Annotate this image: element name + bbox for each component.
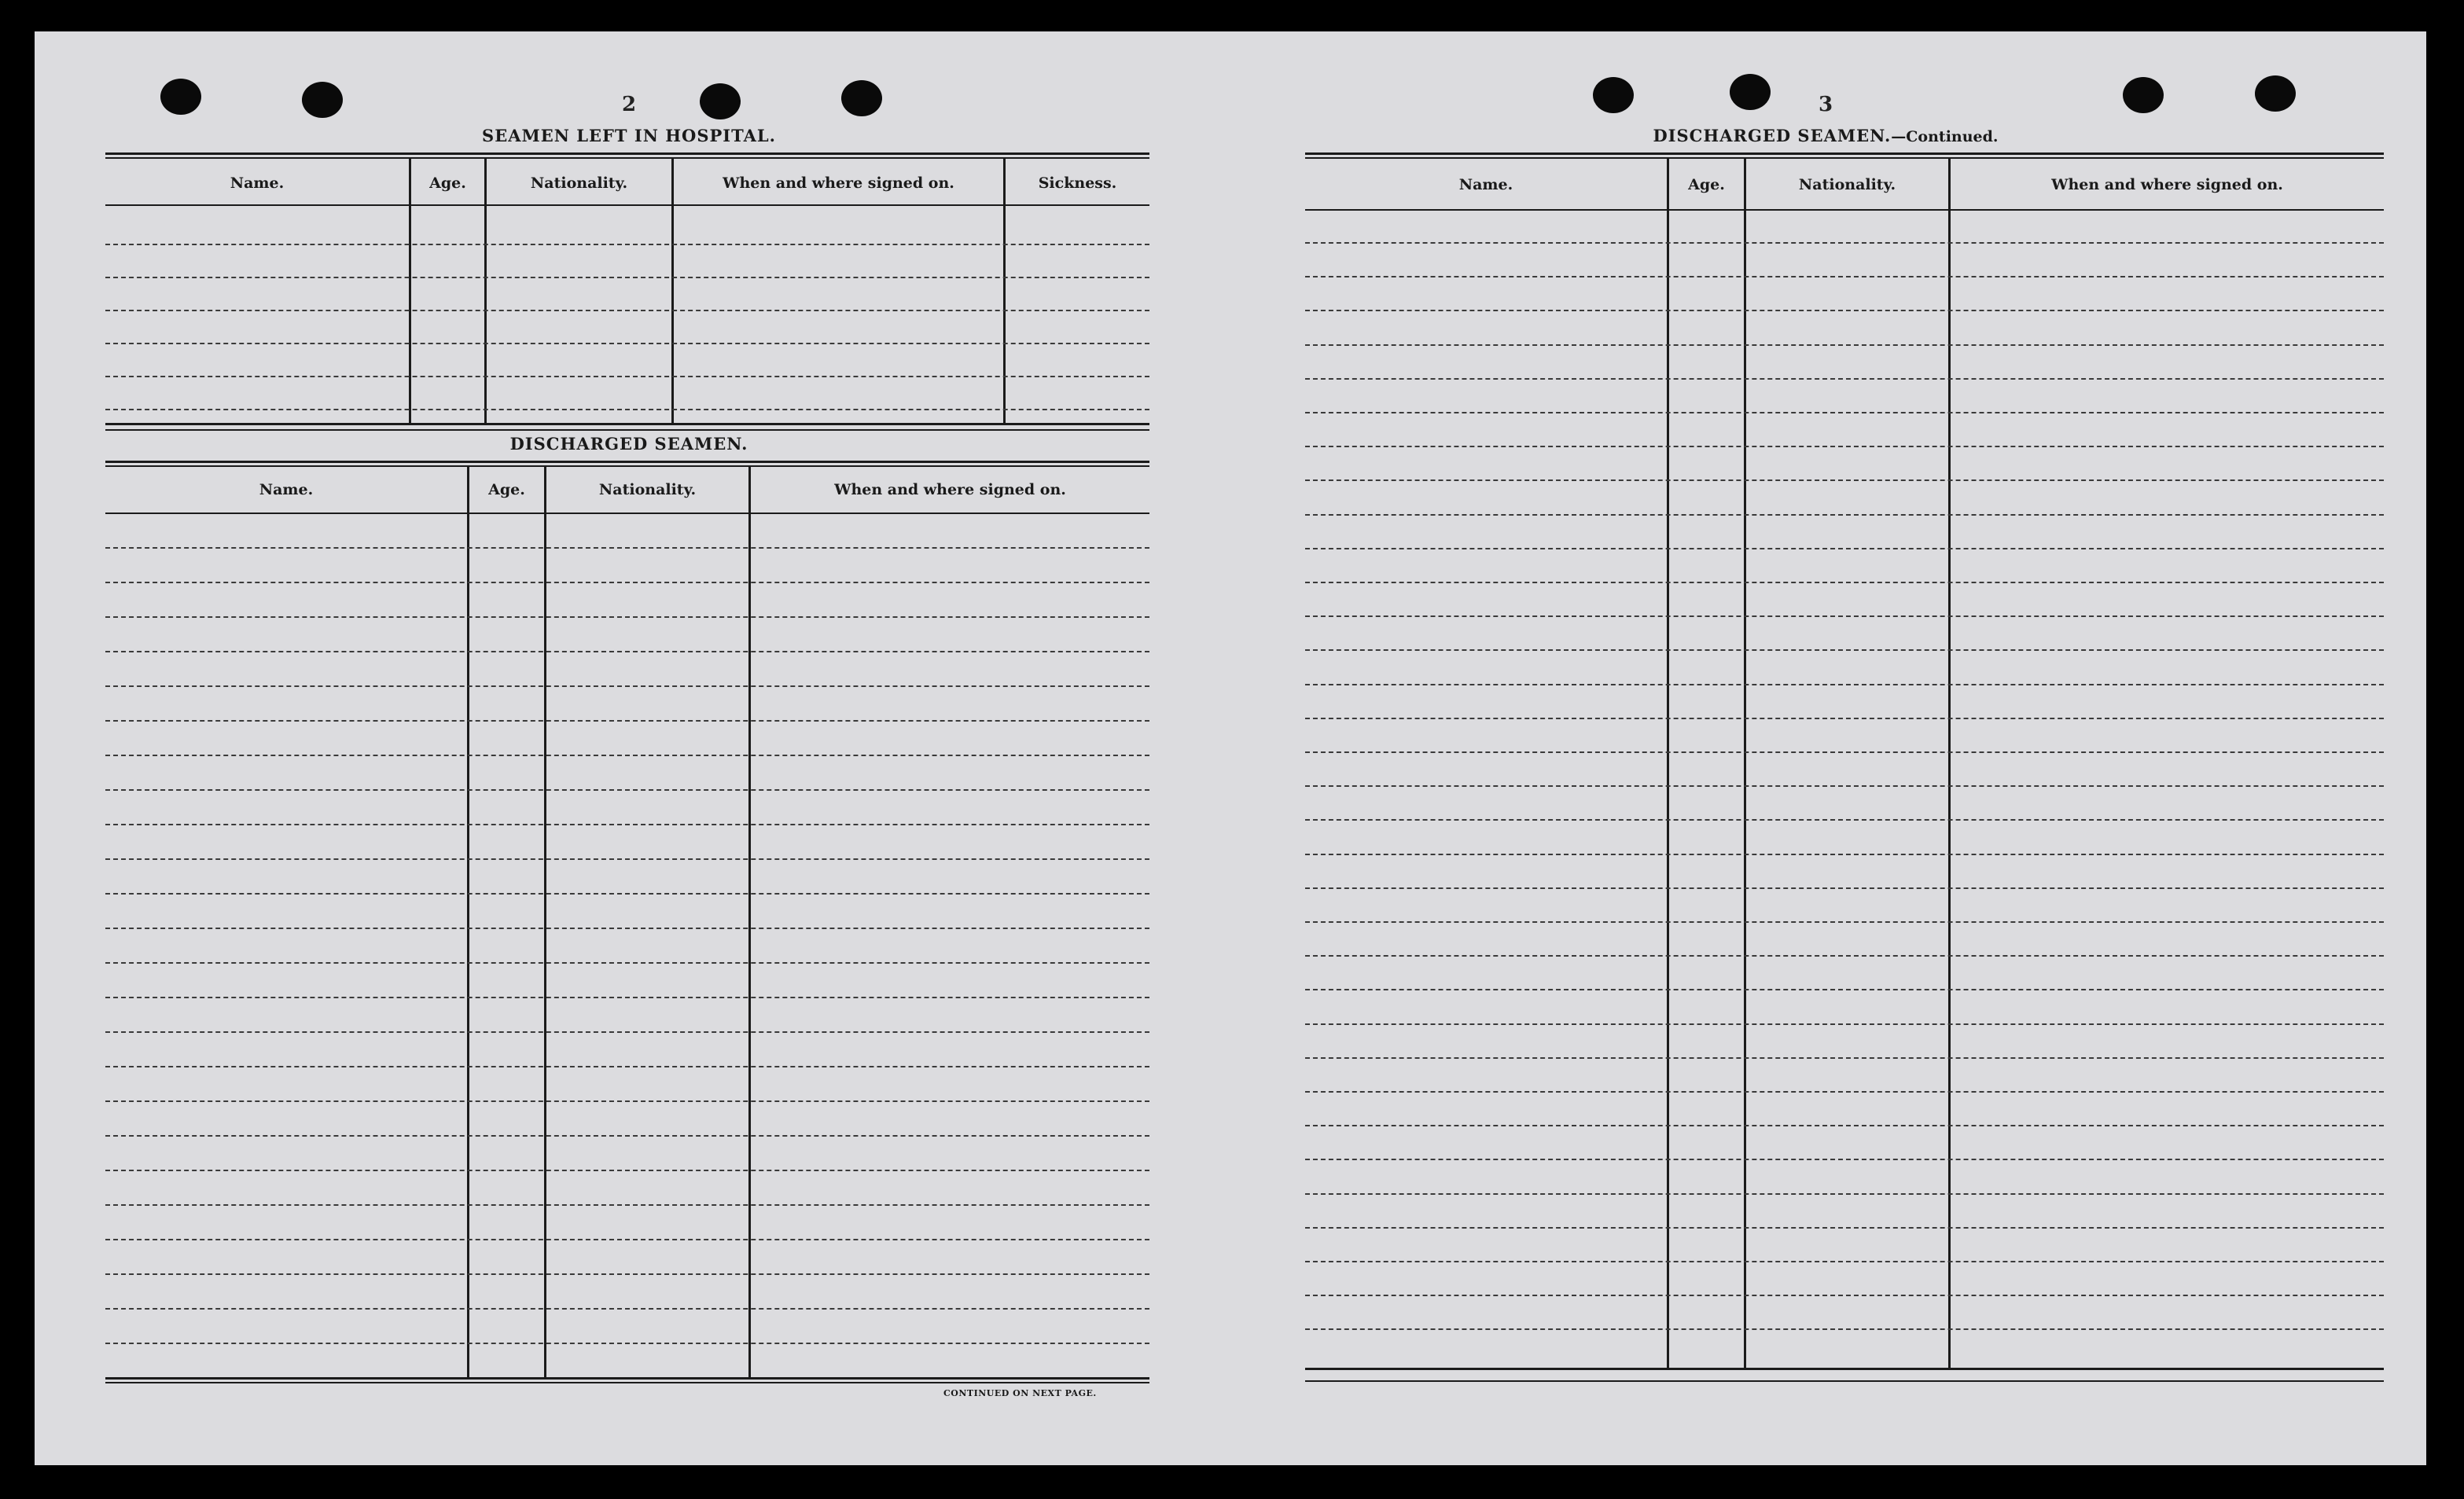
blank-entry-line bbox=[1305, 582, 2384, 583]
blank-entry-line bbox=[105, 343, 1149, 344]
blank-entry-line bbox=[1305, 684, 2384, 685]
blank-entry-line bbox=[105, 1031, 1149, 1033]
blank-entry-line bbox=[105, 1204, 1149, 1206]
blank-entry-line bbox=[1305, 854, 2384, 855]
discharged-header-age: Age. bbox=[488, 481, 525, 498]
blank-entry-line bbox=[105, 310, 1149, 311]
blank-entry-line bbox=[1305, 1057, 2384, 1059]
blank-entry-line bbox=[105, 824, 1149, 825]
hospital-header-name: Name. bbox=[230, 175, 285, 192]
blank-entry-line bbox=[1305, 819, 2384, 821]
blank-entry-line bbox=[105, 582, 1149, 583]
punch-hole bbox=[1730, 74, 1771, 110]
page-number-left: 2 bbox=[621, 93, 637, 116]
blank-entry-line bbox=[105, 277, 1149, 278]
ledger-sheet bbox=[35, 31, 2426, 1465]
punch-hole bbox=[2255, 75, 2296, 112]
blank-entry-line bbox=[1305, 751, 2384, 753]
blank-entry-line bbox=[105, 1100, 1149, 1102]
blank-entry-line bbox=[105, 409, 1149, 410]
blank-entry-line bbox=[105, 685, 1149, 687]
blank-entry-line bbox=[1305, 514, 2384, 516]
blank-entry-line bbox=[1305, 276, 2384, 277]
hospital-header-sickness: Sickness. bbox=[1038, 175, 1117, 192]
discharged-header-nationality: Nationality. bbox=[598, 481, 697, 498]
punch-hole bbox=[160, 79, 201, 115]
blank-entry-line bbox=[105, 1239, 1149, 1240]
hospital-header-when-where: When and where signed on. bbox=[723, 175, 954, 192]
blank-entry-line bbox=[105, 376, 1149, 377]
blank-entry-line bbox=[1305, 785, 2384, 787]
blank-entry-line bbox=[1305, 887, 2384, 889]
blank-entry-line bbox=[105, 1308, 1149, 1310]
blank-entry-line bbox=[1305, 310, 2384, 311]
blank-entry-line bbox=[105, 962, 1149, 964]
blank-entry-line bbox=[1305, 344, 2384, 346]
blank-entry-line bbox=[105, 997, 1149, 998]
blank-entry-line bbox=[1305, 1159, 2384, 1160]
punch-hole bbox=[700, 83, 741, 119]
blank-entry-line bbox=[1305, 1193, 2384, 1195]
blank-entry-line bbox=[105, 1170, 1149, 1171]
blank-entry-line bbox=[105, 858, 1149, 860]
punch-hole bbox=[1593, 77, 1634, 113]
blank-entry-line bbox=[105, 616, 1149, 618]
hospital-header-nationality: Nationality. bbox=[530, 175, 628, 192]
blank-entry-line bbox=[105, 1135, 1149, 1137]
continued-note: CONTINUED ON NEXT PAGE. bbox=[943, 1388, 1097, 1398]
right-section-title bbox=[1653, 126, 1998, 145]
discharged-header-name: Name. bbox=[259, 481, 314, 498]
hospital-header-age: Age. bbox=[429, 175, 466, 192]
discharged-section-title: DISCHARGED SEAMEN. bbox=[509, 434, 748, 454]
blank-entry-line bbox=[1305, 1023, 2384, 1025]
blank-entry-line bbox=[1305, 1227, 2384, 1229]
page-number-right: 3 bbox=[1818, 93, 1833, 116]
blank-entry-line bbox=[105, 720, 1149, 722]
blank-entry-line bbox=[105, 1343, 1149, 1344]
blank-entry-line bbox=[1305, 649, 2384, 651]
blank-entry-line bbox=[1305, 718, 2384, 719]
right-header-name: Name. bbox=[1458, 176, 1513, 193]
blank-entry-line bbox=[105, 928, 1149, 929]
blank-entry-line bbox=[1305, 446, 2384, 447]
discharged-header-when-where: When and where signed on. bbox=[834, 481, 1066, 498]
hospital-section-title: SEAMEN LEFT IN HOSPITAL. bbox=[482, 126, 776, 145]
blank-entry-line bbox=[105, 651, 1149, 652]
right-header-nationality: Nationality. bbox=[1798, 176, 1896, 193]
blank-entry-line bbox=[105, 893, 1149, 895]
blank-entry-line bbox=[1305, 479, 2384, 481]
blank-entry-line bbox=[1305, 989, 2384, 990]
blank-entry-line bbox=[1305, 1261, 2384, 1262]
blank-entry-line bbox=[1305, 615, 2384, 617]
blank-entry-line bbox=[1305, 955, 2384, 957]
blank-entry-line bbox=[105, 1066, 1149, 1067]
blank-entry-line bbox=[1305, 378, 2384, 380]
punch-hole bbox=[2123, 77, 2164, 113]
blank-entry-line bbox=[105, 547, 1149, 549]
blank-entry-line bbox=[105, 244, 1149, 245]
right-section-title-main: DISCHARGED SEAMEN. bbox=[1653, 126, 1892, 145]
blank-entry-line bbox=[1305, 1125, 2384, 1126]
blank-entry-line bbox=[1305, 921, 2384, 923]
blank-entry-line bbox=[1305, 412, 2384, 413]
blank-entry-line bbox=[105, 789, 1149, 791]
blank-entry-line bbox=[105, 1273, 1149, 1275]
right-section-title-cont: —Continued. bbox=[1891, 128, 1999, 145]
punch-hole bbox=[302, 82, 343, 118]
punch-hole bbox=[841, 80, 882, 116]
right-header-when-where: When and where signed on. bbox=[2051, 176, 2283, 193]
right-header-age: Age. bbox=[1688, 176, 1725, 193]
blank-entry-line bbox=[1305, 1295, 2384, 1296]
blank-entry-line bbox=[1305, 242, 2384, 244]
blank-entry-line bbox=[1305, 1328, 2384, 1330]
blank-entry-line bbox=[105, 755, 1149, 756]
blank-entry-line bbox=[1305, 548, 2384, 549]
blank-entry-line bbox=[1305, 1091, 2384, 1093]
